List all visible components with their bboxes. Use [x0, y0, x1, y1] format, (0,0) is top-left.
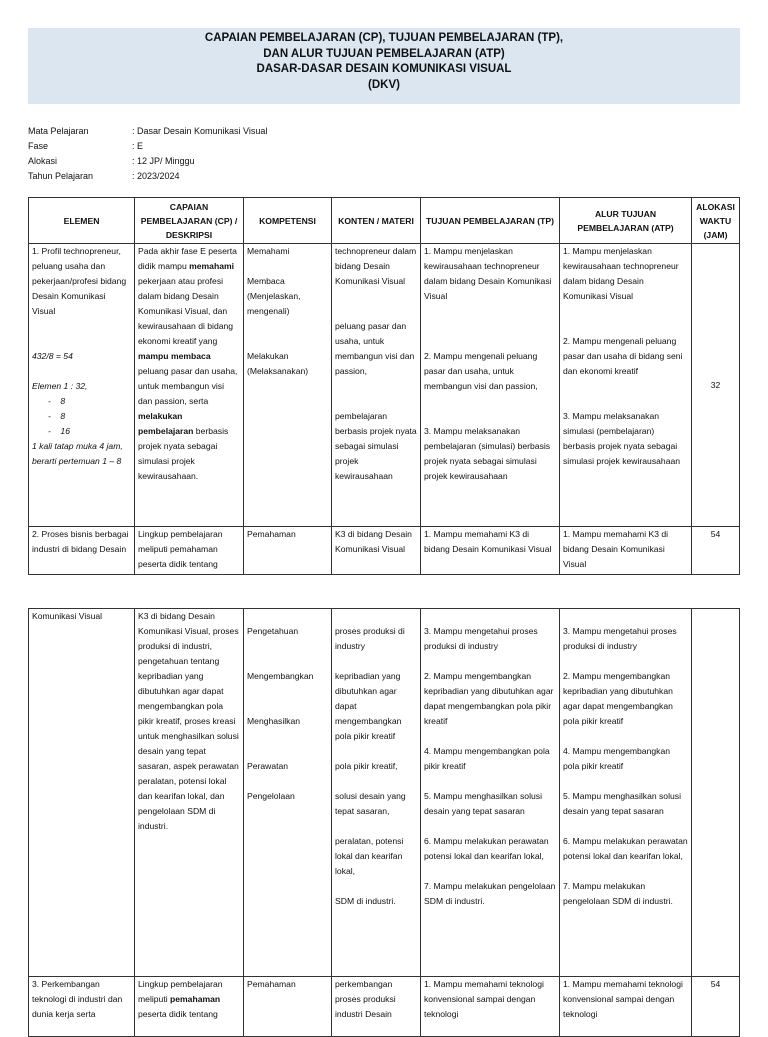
cell-capaian [135, 244, 244, 527]
table-header-row [29, 198, 740, 244]
info-row [28, 139, 267, 154]
kompetensi-item: Memahami [247, 246, 290, 256]
info-value: : 2023/2024 [132, 171, 180, 181]
konten-item: kepribadian yang dibutuhkan agar dapat mengembangkan pola pikir kreatif [335, 671, 402, 741]
cell-kompetensi [244, 609, 332, 977]
konten-item: SDM di industri. [335, 896, 396, 906]
atp-item: 2. Mampu mengembangkan kepribadian yang dibutuhkan agar dapat mengembangkan pola pikir kreatif [563, 671, 673, 726]
kompetensi-item: Melakukan (Melaksanakan) [247, 351, 309, 376]
cp-table-page-1 [28, 197, 740, 575]
cp-text: peluang pasar dan usaha, untuk membangun visi dan passion, serta [138, 366, 238, 406]
table-row [29, 244, 740, 527]
cell-elemen: 3. Perkembangan teknologi di industri dan dunia kerja serta [29, 977, 135, 1037]
atp-item: 2. Mampu mengenali peluang pasar dan usaha di bidang seni dan ekonomi kreatif [563, 336, 683, 376]
info-label: Mata Pelajaran [28, 126, 89, 136]
table-row [29, 977, 740, 1037]
info-value: : Dasar Desain Komunikasi Visual [132, 126, 268, 136]
atp-item: 5. Mampu menghasilkan solusi desain yang tepat sasaran [563, 791, 681, 816]
tp-item: 2. Mampu mengembangkan kepribadian yang dibutuhkan agar dapat mengembangkan pola pikir kreatif [424, 671, 554, 726]
cp-text: peserta didik tentang [138, 1009, 218, 1019]
cp-text: berbasis projek nyata sebagai simulasi projek kewirausahaan. [138, 426, 229, 481]
info-value: : E [132, 141, 144, 151]
elemen-breakdown-item: - 8 [48, 411, 66, 421]
header-line-3: DASAR-DASAR DESAIN KOMUNIKASI VISUAL [256, 63, 512, 75]
elemen-breakdown-item: - 16 [48, 426, 70, 436]
atp-item: 7. Mampu melakukan pengelolaan SDM di industri. [563, 881, 673, 906]
cell-alur: 1. Mampu memahami teknologi konvensional sampai dengan teknologi [560, 977, 692, 1037]
info-label: Alokasi [28, 156, 58, 166]
header-line-2: DAN ALUR TUJUAN PEMBELAJARAN (ATP) [263, 47, 505, 60]
tp-item: 2. Mampu mengenali peluang pasar dan usaha, untuk membangun visi dan passion, [424, 351, 538, 391]
konten-item: technopreneur dalam bidang Desain Komunikasi Visual [335, 246, 417, 286]
elemen-calc: 432/8 = 54 [32, 351, 73, 361]
cell-tujuan [421, 609, 560, 977]
cell-alur [560, 609, 692, 977]
tp-item: 3. Mampu mengetahui proses produksi di industry [424, 626, 538, 651]
cell-elemen [29, 244, 135, 527]
cell-konten [332, 244, 421, 527]
info-label: Fase [28, 141, 49, 151]
konten-item: peralatan, potensi lokal dan kearifan lokal, [335, 836, 404, 876]
cp-table-page-2 [28, 608, 740, 1037]
info-row [28, 169, 267, 184]
info-value: : 12 JP/ Minggu [132, 156, 195, 166]
col-header-tujuan: TUJUAN PEMBELAJARAN (TP) [421, 198, 560, 244]
tp-item: 1. Mampu menjelaskan kewirausahaan technopreneur dalam bidang Desain Komunikasi Visual [424, 246, 552, 301]
table-row [29, 527, 740, 575]
cp-text: pekerjaan atau profesi dalam bidang Desain Komunikasi Visual, dan kewirausahaan di bidang ekonomi kreatif yang [138, 276, 234, 346]
info-row [28, 124, 267, 139]
cell-konten [332, 609, 421, 977]
konten-item: pembelajaran berbasis projek nyata sebagai simulasi projek kewirausahaan [335, 411, 417, 481]
kompetensi-item: Menghasilkan [247, 716, 301, 726]
document-info [28, 124, 267, 184]
elemen-text: 1. Profil technopreneur, peluang usaha dan pekerjaan/profesi bidang Desain Komunikasi Visual [32, 246, 127, 316]
kompetensi-item: Perawatan [247, 761, 289, 771]
cell-kompetensi [244, 244, 332, 527]
cell-kompetensi: Pemahaman [244, 527, 332, 575]
elemen-breakdown-title: Elemen 1 : 32, [32, 381, 88, 391]
info-row [28, 154, 267, 169]
col-header-alokasi: ALOKASI WAKTU (JAM) [692, 198, 740, 244]
col-header-elemen: ELEMEN [29, 198, 135, 244]
tp-item: 6. Mampu melakukan perawatan potensi lokal dan kearifan lokal, [424, 836, 549, 861]
elemen-breakdown-item: - 8 [48, 396, 66, 406]
cell-alokasi: 32 [692, 244, 740, 527]
atp-item: 1. Mampu menjelaskan kewirausahaan technopreneur dalam bidang Desain Komunikasi Visual [563, 246, 679, 301]
table-row [29, 609, 740, 977]
col-header-capaian: CAPAIAN PEMBELAJARAN (CP) / DESKRIPSI [135, 198, 244, 244]
cell-tujuan: 1. Mampu memahami teknologi konvensional sampai dengan teknologi [421, 977, 560, 1037]
info-label: Tahun Pelajaran [28, 171, 94, 181]
tp-item: 7. Mampu melakukan pengelolaan SDM di industri. [424, 881, 556, 906]
cp-keyword: memahami [189, 261, 235, 271]
cp-text: Pada akhir fase E peserta didik mampu [138, 246, 237, 271]
cell-alur: 1. Mampu memahami K3 di bidang Desain Komunikasi Visual [560, 527, 692, 575]
cell-alokasi [692, 609, 740, 977]
cell-capaian: K3 di bidang Desain Komunikasi Visual, proses produksi di industri, pengetahuan tentang kepribadian yang dibutuhkan agar dapat mengembangkan pola pikir kreatif, proses kreasi untuk menghasilkan solusi desain yang tepat sasaran, aspek perawatan peralatan, potensi lokal dan kearifan lokal, dan pengelolaan SDM di industri. [135, 609, 244, 977]
cp-keyword: pemahaman [170, 994, 221, 1004]
kompetensi-item: Pengelolaan [247, 791, 295, 801]
cp-keyword: mampu membaca [138, 351, 211, 361]
cell-tujuan [421, 244, 560, 527]
col-header-konten: KONTEN / MATERI [332, 198, 421, 244]
document-header [28, 28, 740, 104]
cp-keyword: melakukan pembelajaran [138, 411, 194, 436]
tp-item: 4. Mampu mengembangkan pola pikir kreatif [424, 746, 550, 771]
cell-tujuan: 1. Mampu memahami K3 di bidang Desain Komunikasi Visual [421, 527, 560, 575]
kompetensi-item: Membaca (Menjelaskan, mengenali) [247, 276, 301, 316]
atp-item: 3. Mampu melaksanakan simulasi (pembelajaran) berbasis projek nyata sebagai simulasi projek kewirausahaan [563, 411, 681, 466]
col-header-kompetensi: KOMPETENSI [244, 198, 332, 244]
tp-item: 3. Mampu melaksanakan pembelajaran (simulasi) berbasis projek nyata sebagai simulasi projek kewirausahaan [424, 426, 551, 481]
cell-elemen: 2. Proses bisnis berbagai industri di bidang Desain [29, 527, 135, 575]
konten-item: solusi desain yang tepat sasaran, [335, 791, 406, 816]
header-line-4: (DKV) [368, 78, 400, 91]
cell-kompetensi: Pemahaman [244, 977, 332, 1037]
cell-alur [560, 244, 692, 527]
atp-item: 4. Mampu mengembangkan pola pikir kreatif [563, 746, 671, 771]
cell-alokasi: 54 [692, 527, 740, 575]
kompetensi-item: Mengembangkan [247, 671, 314, 681]
col-header-alur: ALUR TUJUAN PEMBELAJARAN (ATP) [560, 198, 692, 244]
cell-capaian: Lingkup pembelajaran meliputi pemahaman peserta didik tentang [135, 527, 244, 575]
atp-item: 3. Mampu mengetahui proses produksi di industry [563, 626, 677, 651]
cell-konten: K3 di bidang Desain Komunikasi Visual [332, 527, 421, 575]
cell-konten: perkembangan proses produksi industri Desain [332, 977, 421, 1037]
header-line-1: CAPAIAN PEMBELAJARAN (CP), TUJUAN PEMBELAJARAN (TP), [204, 32, 564, 44]
konten-item: peluang pasar dan usaha, untuk membangun visi dan passion, [335, 321, 415, 376]
cell-alokasi: 54 [692, 977, 740, 1037]
cell-elemen: Komunikasi Visual [29, 609, 135, 977]
elemen-note: 1 kali tatap muka 4 jam, berarti pertemuan 1 – 8 [32, 441, 123, 466]
kompetensi-item: Pengetahuan [247, 626, 299, 636]
tp-item: 5. Mampu menghasilkan solusi desain yang tepat sasaran [424, 791, 542, 816]
atp-item: 6. Mampu melakukan perawatan potensi lokal dan kearifan lokal, [563, 836, 688, 861]
konten-item: pola pikir kreatif, [335, 761, 398, 771]
konten-item: proses produksi di industry [335, 626, 405, 651]
cell-capaian [135, 977, 244, 1037]
cp-text: Lingkup pembelajaran meliputi [138, 979, 223, 1004]
